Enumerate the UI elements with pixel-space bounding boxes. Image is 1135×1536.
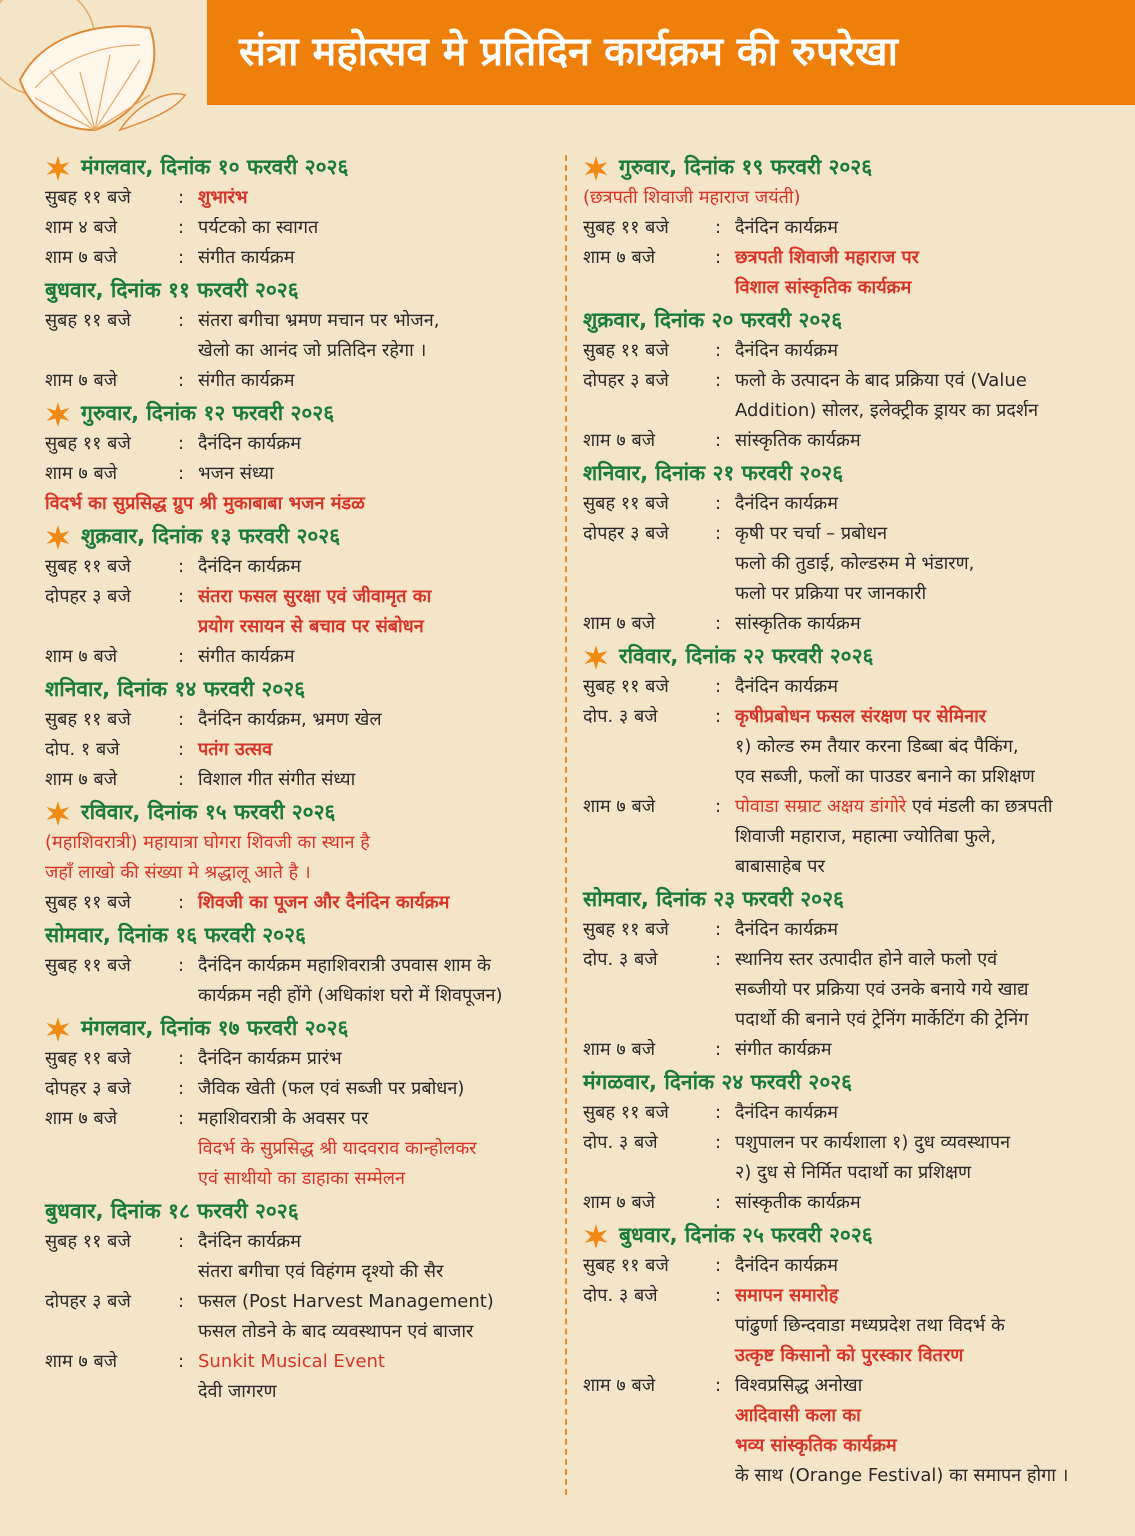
star-icon — [45, 155, 71, 181]
day-section — [583, 1220, 1103, 1491]
time-label: शाम ७ बजे — [583, 247, 656, 268]
event-description — [735, 1371, 1103, 1491]
time-label: शाम ७ बजे — [45, 370, 118, 391]
schedule-line: पांढुर्णा छिन्दवाडा मध्यप्रदेश तथा विदर्भ के — [735, 1315, 1005, 1336]
event-description — [735, 489, 1103, 519]
time-label: शाम ७ बजे — [45, 247, 118, 268]
colon-separator: : — [178, 892, 185, 913]
schedule-line: सांस्कृतिक कार्यक्रम — [735, 613, 861, 634]
time-label: दोपहर ३ बजे — [45, 1078, 131, 1099]
colon-separator: : — [178, 1231, 185, 1252]
event-description — [735, 702, 1103, 792]
event-description — [735, 519, 1103, 609]
colon-separator: : — [715, 1192, 722, 1213]
star-icon — [45, 524, 71, 550]
schedule-column-left — [45, 152, 555, 1409]
day-section — [583, 305, 1103, 456]
schedule-line: दैनंदिन कार्यक्रम — [198, 1231, 301, 1252]
day-section — [45, 1013, 555, 1194]
schedule-row — [45, 1044, 555, 1074]
event-description — [735, 213, 1103, 243]
event-description — [198, 213, 555, 243]
time-label: शाम ७ बजे — [45, 1351, 118, 1372]
schedule-line: स्थानिय स्तर उत्पादीत होने वाले फलो एवं — [735, 949, 998, 970]
schedule-row — [45, 642, 555, 672]
schedule-row — [583, 489, 1103, 519]
schedule-row — [583, 519, 1103, 609]
schedule-line: Sunkit Musical Event — [198, 1351, 385, 1372]
event-description — [198, 552, 555, 582]
day-title: शुक्रवार, दिनांक १३ फरवरी २०२६ — [81, 524, 341, 548]
schedule-row — [583, 1128, 1103, 1188]
schedule-line: जैविक खेती (फल एवं सब्जी पर प्रबोधन) — [198, 1078, 465, 1099]
schedule-row — [583, 1098, 1103, 1128]
schedule-row — [583, 426, 1103, 456]
schedule-line: सब्जीयो पर प्रक्रिया एवं उनके बनाये गये खाद्य — [735, 979, 1029, 1000]
day-title: रविवार, दिनांक २२ फरवरी २०२६ — [619, 644, 874, 668]
colon-separator: : — [715, 919, 722, 940]
schedule-line: फसल तोडने के बाद व्यवस्थापन एवं बाजार — [198, 1321, 474, 1342]
time-label: शाम ७ बजे — [45, 646, 118, 667]
schedule-row — [583, 336, 1103, 366]
schedule-line: देवी जागरण — [198, 1381, 277, 1402]
schedule-line: शिवजी का पूजन और दैनंदिन कार्यक्रम — [198, 892, 450, 913]
day-section — [45, 797, 555, 918]
schedule-line: प्रयोग रसायन से बचाव पर संबोधन — [198, 616, 424, 637]
schedule-line: एव सब्जी, फलों का पाउडर बनाने का प्रशिक्षण — [735, 766, 1035, 787]
event-description — [198, 951, 555, 1011]
colon-separator: : — [178, 1078, 185, 1099]
time-label: शाम ७ बजे — [45, 463, 118, 484]
colon-separator: : — [715, 676, 722, 697]
colon-separator: : — [178, 556, 185, 577]
schedule-line: संगीत कार्यक्रम — [198, 646, 295, 667]
schedule-line: कृषी पर चर्चा – प्रबोधन — [735, 523, 888, 544]
schedule-line: खेलो का आनंद जो प्रतिदिन रहेगा । — [198, 340, 427, 361]
colon-separator: : — [715, 1255, 722, 1276]
schedule-line: फलो पर प्रक्रिया पर जानकारी — [735, 583, 927, 604]
schedule-line: शिवाजी महाराज, महात्मा ज्योतिबा फुले, — [735, 826, 997, 847]
schedule-line: (छत्रपती शिवाजी महाराज जयंती) — [583, 187, 801, 208]
schedule-row — [45, 765, 555, 795]
event-description — [198, 429, 555, 459]
schedule-line: सांस्कृतिक कार्यक्रम — [735, 430, 861, 451]
schedule-row — [583, 1035, 1103, 1065]
schedule-row — [45, 1347, 555, 1407]
schedule-line: विश्वप्रसिद्ध अनोखा — [735, 1375, 863, 1396]
schedule-row — [583, 1188, 1103, 1218]
time-label: शाम ७ बजे — [45, 1108, 118, 1129]
colon-separator: : — [715, 370, 722, 391]
time-label: शाम ७ बजे — [45, 769, 118, 790]
colon-separator: : — [715, 706, 722, 727]
schedule-column-right — [583, 152, 1103, 1493]
star-icon — [45, 401, 71, 427]
event-description — [198, 888, 555, 918]
day-title: सोमवार, दिनांक १६ फरवरी २०२६ — [45, 923, 306, 947]
schedule-line: के साथ (Orange Festival) का समापन होगा । — [735, 1465, 1069, 1486]
day-title: शुक्रवार, दिनांक २० फरवरी २०२६ — [583, 308, 843, 332]
schedule-row — [583, 609, 1103, 639]
time-label: सुबह ११ बजे — [45, 1048, 131, 1069]
schedule-line: आदिवासी कला का — [735, 1405, 861, 1426]
schedule-line: संगीत कार्यक्रम — [198, 370, 295, 391]
time-label: सुबह ११ बजे — [583, 1102, 669, 1123]
event-description — [735, 1251, 1103, 1281]
day-heading — [45, 797, 555, 828]
schedule-line: पर्यटको का स्वागत — [198, 217, 319, 238]
schedule-line: शुभारंभ — [198, 187, 248, 208]
time-label: शाम ७ बजे — [583, 613, 656, 634]
event-description — [198, 1044, 555, 1074]
event-description — [735, 792, 1103, 882]
time-label: शाम ७ बजे — [583, 1039, 656, 1060]
colon-separator: : — [715, 949, 722, 970]
day-title: मंगलवार, दिनांक १७ फरवरी २०२६ — [81, 1016, 349, 1040]
colon-separator: : — [715, 1285, 722, 1306]
schedule-row — [45, 183, 555, 213]
schedule-line: विशाल गीत संगीत संध्या — [198, 769, 356, 790]
schedule-line: एवं साथीयो का डाहाका सम्मेलन — [198, 1168, 405, 1189]
schedule-line: दैनंदिन कार्यक्रम — [735, 919, 838, 940]
event-description — [735, 915, 1103, 945]
schedule-line: कृषीप्रबोधन फसल संरक्षण पर सेमिनार — [735, 706, 987, 727]
time-label: शाम ७ बजे — [583, 1192, 656, 1213]
schedule-row — [45, 1074, 555, 1104]
schedule-row — [583, 915, 1103, 945]
event-description — [198, 243, 555, 273]
event-description — [735, 1128, 1103, 1188]
day-section — [583, 458, 1103, 639]
day-title: मंगलवार, दिनांक १० फरवरी २०२६ — [81, 155, 349, 179]
colon-separator: : — [715, 247, 722, 268]
column-divider — [565, 155, 567, 1495]
day-title: मंगळवार, दिनांक २४ फरवरी २०२६ — [583, 1070, 853, 1094]
schedule-row — [583, 945, 1103, 1035]
day-section — [45, 521, 555, 672]
star-icon — [583, 644, 609, 670]
time-label: सुबह ११ बजे — [583, 493, 669, 514]
colon-separator: : — [178, 1291, 185, 1312]
time-label: सुबह ११ बजे — [45, 892, 131, 913]
event-description — [198, 765, 555, 795]
day-heading — [583, 1220, 1103, 1251]
day-heading — [583, 458, 1103, 489]
colon-separator: : — [715, 217, 722, 238]
line-segment: एवं मंडली का छत्रपती — [906, 796, 1053, 817]
time-label: सुबह ११ बजे — [583, 340, 669, 361]
time-label: दोप. ३ बजे — [583, 706, 658, 727]
day-heading — [583, 641, 1103, 672]
event-description — [198, 735, 555, 765]
colon-separator: : — [715, 1132, 722, 1153]
schedule-row — [45, 1287, 555, 1347]
time-label: दोपहर ३ बजे — [583, 370, 669, 391]
schedule-line: फसल (Post Harvest Management) — [198, 1291, 494, 1312]
orange-slice-illustration — [0, 0, 205, 140]
schedule-line: दैनंदिन कार्यक्रम — [198, 556, 301, 577]
event-description — [735, 1281, 1103, 1371]
event-description — [198, 1287, 555, 1347]
day-heading — [45, 275, 555, 306]
day-title: गुरुवार, दिनांक १९ फरवरी २०२६ — [619, 155, 873, 179]
schedule-line: महाशिवरात्री के अवसर पर — [198, 1108, 369, 1129]
schedule-line: विशाल सांस्कृतिक कार्यक्रम — [735, 277, 912, 298]
day-title: शनिवार, दिनांक १४ फरवरी २०२६ — [45, 677, 306, 701]
schedule-row — [583, 1281, 1103, 1371]
schedule-line: दैनंदिन कार्यक्रम — [198, 433, 301, 454]
schedule-line: दैनंदिन कार्यक्रम महाशिवरात्री उपवास शाम के — [198, 955, 491, 976]
day-heading — [45, 152, 555, 183]
schedule-row — [45, 951, 555, 1011]
day-heading — [45, 1013, 555, 1044]
schedule-line: दैनंदिन कार्यक्रम — [735, 1255, 838, 1276]
star-icon — [583, 1223, 609, 1249]
schedule-row — [45, 1227, 555, 1287]
time-label: सुबह ११ बजे — [583, 919, 669, 940]
day-heading — [45, 521, 555, 552]
schedule-line: दैनंदिन कार्यक्रम — [735, 493, 838, 514]
event-description — [735, 426, 1103, 456]
time-label: शाम ४ बजे — [45, 217, 118, 238]
event-description — [198, 1347, 555, 1407]
colon-separator: : — [178, 463, 185, 484]
event-description — [198, 1227, 555, 1287]
day-title: बुधवार, दिनांक ११ फरवरी २०२६ — [45, 278, 299, 302]
day-section — [45, 1196, 555, 1407]
day-section — [45, 920, 555, 1011]
colon-separator: : — [715, 796, 722, 817]
event-description — [735, 1098, 1103, 1128]
colon-separator: : — [715, 340, 722, 361]
schedule-line: कार्यक्रम नही होंगे (अधिकांश घरो में शिवपूजन) — [198, 985, 503, 1006]
schedule-row — [45, 1104, 555, 1194]
time-label: शाम ७ बजे — [583, 796, 656, 817]
schedule-line: संगीत कार्यक्रम — [735, 1039, 832, 1060]
day-section — [45, 152, 555, 273]
schedule-line: १) कोल्ड रुम तैयार करना डिब्बा बंद पैकिंग, — [735, 736, 1019, 757]
schedule-line: संतरा फसल सुरक्षा एवं जीवामृत का — [198, 586, 432, 607]
colon-separator: : — [178, 739, 185, 760]
day-heading — [45, 1196, 555, 1227]
schedule-line: दैनंदिन कार्यक्रम प्रारंभ — [198, 1048, 342, 1069]
day-heading — [45, 920, 555, 951]
title-banner — [207, 0, 1135, 105]
schedule-line: विदर्भ के सुप्रसिद्ध श्री यादवराव कान्होलकर — [198, 1138, 477, 1159]
schedule-row — [583, 213, 1103, 243]
schedule-line: भजन संध्या — [198, 463, 274, 484]
event-description — [735, 336, 1103, 366]
page-title: संत्रा महोत्सव मे प्रतिदिन कार्यक्रम की रुपरेखा — [239, 29, 898, 75]
time-label: सुबह ११ बजे — [45, 433, 131, 454]
event-description — [735, 1188, 1103, 1218]
schedule-line: संगीत कार्यक्रम — [198, 247, 295, 268]
schedule-row — [45, 243, 555, 273]
schedule-row — [45, 429, 555, 459]
event-description — [735, 609, 1103, 639]
schedule-line: समापन समारोह — [735, 1285, 839, 1306]
schedule-line: २) दुध से निर्मित पदार्थो का प्रशिक्षण — [735, 1162, 972, 1183]
time-label: सुबह ११ बजे — [45, 709, 131, 730]
time-label: सुबह ११ बजे — [45, 1231, 131, 1252]
day-title: शनिवार, दिनांक २१ फरवरी २०२६ — [583, 461, 844, 485]
day-title: बुधवार, दिनांक १८ फरवरी २०२६ — [45, 1199, 299, 1223]
event-description — [198, 642, 555, 672]
day-section — [583, 884, 1103, 1065]
colon-separator: : — [178, 709, 185, 730]
time-label: दोप. ३ बजे — [583, 1132, 658, 1153]
schedule-line: दैनंदिन कार्यक्रम — [735, 340, 838, 361]
time-label: दोपहर ३ बजे — [45, 586, 131, 607]
colon-separator: : — [178, 1351, 185, 1372]
event-description — [198, 705, 555, 735]
time-label: सुबह ११ बजे — [583, 217, 669, 238]
day-title: रविवार, दिनांक १५ फरवरी २०२६ — [81, 800, 336, 824]
day-section — [45, 398, 555, 519]
schedule-row — [583, 672, 1103, 702]
schedule-row — [45, 213, 555, 243]
time-label: सुबह ११ बजे — [45, 187, 131, 208]
schedule-row — [45, 552, 555, 582]
time-label: दोप. ३ बजे — [583, 1285, 658, 1306]
schedule-line: विदर्भ का सुप्रसिद्ध ग्रुप श्री मुकाबाबा भजन मंडळ — [45, 493, 365, 514]
event-description — [735, 672, 1103, 702]
event-description — [735, 945, 1103, 1035]
day-heading — [583, 152, 1103, 183]
colon-separator: : — [178, 370, 185, 391]
schedule-line: संतरा बगीचा एवं विहंगम दृश्यो की सैर — [198, 1261, 444, 1282]
time-label: दोपहर ३ बजे — [45, 1291, 131, 1312]
colon-separator: : — [178, 217, 185, 238]
event-description — [198, 1104, 555, 1194]
colon-separator: : — [178, 586, 185, 607]
day-title: गुरुवार, दिनांक १२ फरवरी २०२६ — [81, 401, 335, 425]
time-label: सुबह ११ बजे — [45, 556, 131, 577]
day-title: सोमवार, दिनांक २३ फरवरी २०२६ — [583, 887, 844, 911]
time-label: सुबह ११ बजे — [583, 1255, 669, 1276]
schedule-line: जहाँ लाखो की संख्या मे श्रद्धालू आते है । — [45, 862, 311, 883]
colon-separator: : — [715, 1375, 722, 1396]
colon-separator: : — [178, 646, 185, 667]
day-section — [583, 152, 1103, 303]
time-label: दोप. १ बजे — [45, 739, 120, 760]
star-icon — [45, 1016, 71, 1042]
schedule-line: (महाशिवरात्री) महायात्रा घोगरा शिवजी का स्थान है — [45, 832, 370, 853]
schedule-row — [583, 366, 1103, 426]
schedule-row — [583, 243, 1103, 303]
event-description — [735, 1035, 1103, 1065]
schedule-row — [45, 705, 555, 735]
colon-separator: : — [178, 769, 185, 790]
colon-separator: : — [178, 1048, 185, 1069]
colon-separator: : — [178, 433, 185, 454]
schedule-line: दैनंदिन कार्यक्रम — [735, 676, 838, 697]
event-description — [735, 366, 1103, 426]
event-description — [198, 366, 555, 396]
colon-separator: : — [715, 430, 722, 451]
event-description — [198, 582, 555, 642]
event-description — [198, 459, 555, 489]
line-segment: पोवाडा सम्राट अक्षय डांगोरे — [735, 796, 907, 817]
schedule-row — [45, 459, 555, 489]
schedule-row — [45, 888, 555, 918]
colon-separator: : — [715, 523, 722, 544]
schedule-line: दैनंदिन कार्यक्रम, भ्रमण खेल — [198, 709, 382, 730]
schedule-line: भव्य सांस्कृतिक कार्यक्रम — [735, 1435, 897, 1456]
day-section — [583, 1067, 1103, 1218]
colon-separator: : — [178, 187, 185, 208]
time-label: सुबह ११ बजे — [45, 310, 131, 331]
event-description — [735, 243, 1103, 303]
time-label: दोप. ३ बजे — [583, 949, 658, 970]
day-section — [583, 641, 1103, 882]
day-section — [45, 275, 555, 396]
time-label: दोपहर ३ बजे — [583, 523, 669, 544]
schedule-line: पशुपालन पर कार्यशाला १) दुध व्यवस्थापन — [735, 1132, 1011, 1153]
schedule-line: पतंग उत्सव — [198, 739, 273, 760]
event-description — [198, 1074, 555, 1104]
colon-separator: : — [178, 310, 185, 331]
schedule-line: छत्रपती शिवाजी महाराज पर — [735, 247, 920, 268]
time-label: सुबह ११ बजे — [583, 676, 669, 697]
schedule-line: सांस्कृतीक कार्यक्रम — [735, 1192, 861, 1213]
day-section — [45, 674, 555, 795]
schedule-line: बाबासाहेब पर — [735, 856, 825, 877]
schedule-line: फलो के उत्पादन के बाद प्रक्रिया एवं (Value — [735, 370, 1027, 391]
schedule-line: फलो की तुडाई, कोल्डरुम मे भंडारण, — [735, 553, 975, 574]
schedule-line: दैनंदिन कार्यक्रम — [735, 217, 838, 238]
schedule-row — [583, 702, 1103, 792]
schedule-line: उत्कृष्ट किसानो को पुरस्कार वितरण — [735, 1345, 964, 1366]
star-icon — [45, 800, 71, 826]
day-heading — [583, 305, 1103, 336]
schedule-line — [735, 792, 1103, 822]
schedule-row — [583, 1371, 1103, 1491]
schedule-row — [583, 1251, 1103, 1281]
colon-separator: : — [715, 1102, 722, 1123]
colon-separator: : — [178, 247, 185, 268]
time-label: सुबह ११ बजे — [45, 955, 131, 976]
schedule-row — [45, 306, 555, 366]
colon-separator: : — [178, 1108, 185, 1129]
day-heading — [45, 398, 555, 429]
schedule-line: पदार्थो की बनाने एवं ट्रेनिंग मार्केटिंग की ट्रेनिंग — [735, 1009, 1029, 1030]
schedule-line: संतरा बगीचा भ्रमण मचान पर भोजन, — [198, 310, 440, 331]
colon-separator: : — [715, 493, 722, 514]
time-label: शाम ७ बजे — [583, 1375, 656, 1396]
schedule-row — [583, 792, 1103, 882]
schedule-row — [45, 582, 555, 642]
star-icon — [583, 155, 609, 181]
event-description — [198, 183, 555, 213]
day-heading — [583, 1067, 1103, 1098]
schedule-line: Addition) सोलर, इलेक्ट्रीक ड्रायर का प्रदर्शन — [735, 400, 1039, 421]
day-heading — [45, 674, 555, 705]
schedule-row — [45, 735, 555, 765]
day-title: बुधवार, दिनांक २५ फरवरी २०२६ — [619, 1223, 873, 1247]
schedule-line: दैनंदिन कार्यक्रम — [735, 1102, 838, 1123]
colon-separator: : — [715, 613, 722, 634]
schedule-row — [45, 366, 555, 396]
day-heading — [583, 884, 1103, 915]
colon-separator: : — [178, 955, 185, 976]
colon-separator: : — [715, 1039, 722, 1060]
event-description — [198, 306, 555, 366]
time-label: शाम ७ बजे — [583, 430, 656, 451]
